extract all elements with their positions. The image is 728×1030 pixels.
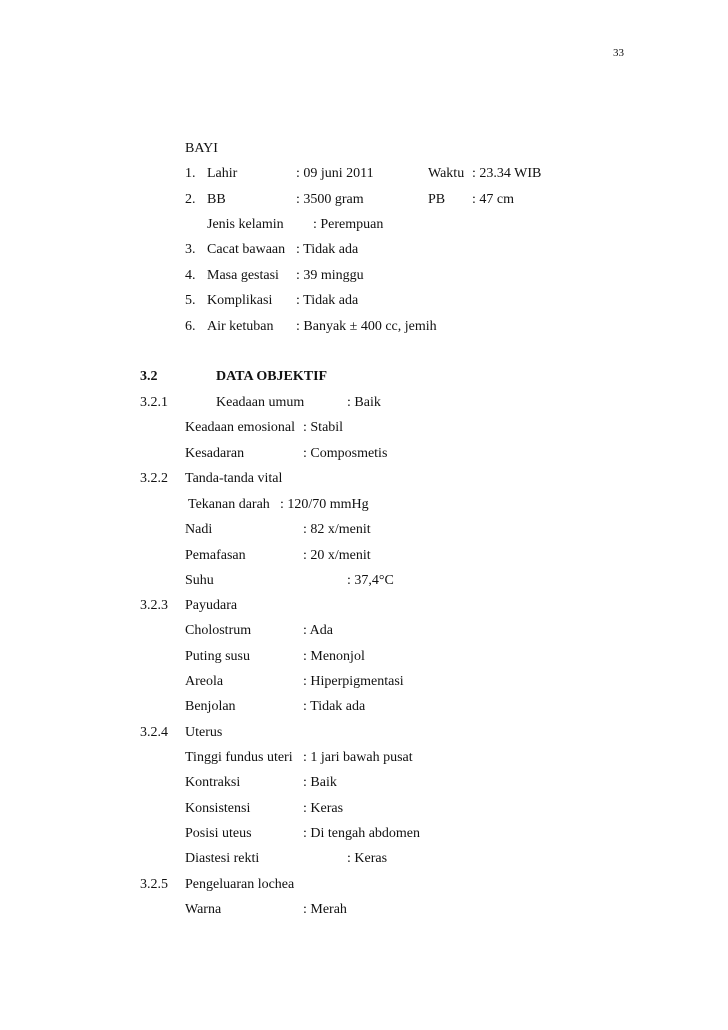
subsection-number: 3.2.2: [140, 471, 168, 486]
subsection-label: Tanda-tanda vital: [185, 471, 283, 486]
list-item-value: : Perempuan: [313, 217, 384, 232]
list-item-value: : Tidak ada: [296, 293, 359, 308]
list-item-number: 3.: [185, 242, 196, 257]
list-item-label-2: PB: [428, 192, 446, 207]
subsection-number: 3.2.1: [140, 395, 168, 410]
subsection-label: Pengeluaran lochea: [185, 877, 295, 892]
list-item-label: Komplikasi: [207, 293, 273, 308]
list-item-label: Air ketuban: [207, 319, 274, 334]
field-label: Pemafasan: [185, 548, 246, 563]
field-label: Cholostrum: [185, 623, 252, 638]
field-value: : 37,4°C: [347, 573, 394, 588]
list-item-number: 4.: [185, 268, 196, 283]
field-value: : Keras: [303, 801, 344, 816]
field-label: Keadaan emosional: [185, 420, 296, 435]
field-value: : Tidak ada: [303, 699, 366, 714]
field-label: Puting susu: [185, 649, 250, 664]
list-item-number: 5.: [185, 293, 196, 308]
subsection-label: Uterus: [185, 725, 223, 740]
list-item-value-2: : 23.34 WIB: [472, 166, 542, 181]
field-value: : Composmetis: [303, 446, 388, 461]
field-value: : Baik: [303, 775, 337, 790]
field-value: : 1 jari bawah pusat: [303, 750, 413, 765]
subsection-label: Payudara: [185, 598, 238, 613]
page-number: 33: [613, 47, 624, 59]
section-number: 3.2: [140, 369, 158, 384]
field-value: : Merah: [303, 902, 347, 917]
field-label: Konsistensi: [185, 801, 251, 816]
field-value: : Ada: [303, 623, 333, 638]
field-label: Benjolan: [185, 699, 236, 714]
list-item-value: : 09 juni 2011: [296, 166, 374, 181]
field-label: Suhu: [185, 573, 214, 588]
subsection-value: : Baik: [347, 395, 381, 410]
field-value: : Hiperpigmentasi: [303, 674, 404, 689]
subsection-label: Keadaan umum: [216, 395, 305, 410]
field-value: : Menonjol: [303, 649, 365, 664]
field-label: Tekanan darah: [188, 497, 270, 512]
field-value: : 20 x/menit: [303, 548, 371, 563]
list-item-label: Cacat bawaan: [207, 242, 286, 257]
list-item-number: 6.: [185, 319, 196, 334]
field-label: Tinggi fundus uteri: [185, 750, 293, 765]
field-label: Diastesi rekti: [185, 851, 260, 866]
field-value: : Di tengah abdomen: [303, 826, 421, 841]
field-label: Kesadaran: [185, 446, 245, 461]
field-value: : Stabil: [303, 420, 344, 435]
list-item-number: 1.: [185, 166, 196, 181]
list-item-value-2: : 47 cm: [472, 192, 514, 207]
field-label: Nadi: [185, 522, 213, 537]
list-item-label: Lahir: [207, 166, 238, 181]
field-label: Posisi uteus: [185, 826, 252, 841]
list-item-label-2: Waktu: [428, 166, 465, 181]
list-item-label: Masa gestasi: [207, 268, 279, 283]
bayi-heading: BAYI: [185, 141, 218, 156]
list-item-value: : 3500 gram: [296, 192, 364, 207]
field-value: : Keras: [347, 851, 388, 866]
list-item-value: : 39 minggu: [296, 268, 364, 283]
list-item-value: : Banyak ± 400 cc, jemih: [296, 319, 437, 334]
field-label: Warna: [185, 902, 222, 917]
list-item-label: Jenis kelamin: [207, 217, 284, 232]
section-title: DATA OBJEKTIF: [216, 369, 328, 384]
field-value: : 120/70 mmHg: [280, 497, 369, 512]
subsection-number: 3.2.4: [140, 725, 168, 740]
list-item-label: BB: [207, 192, 226, 207]
field-label: Kontraksi: [185, 775, 241, 790]
field-label: Areola: [185, 674, 224, 689]
subsection-number: 3.2.5: [140, 877, 168, 892]
list-item-value: : Tidak ada: [296, 242, 359, 257]
field-value: : 82 x/menit: [303, 522, 371, 537]
list-item-number: 2.: [185, 192, 196, 207]
subsection-number: 3.2.3: [140, 598, 168, 613]
